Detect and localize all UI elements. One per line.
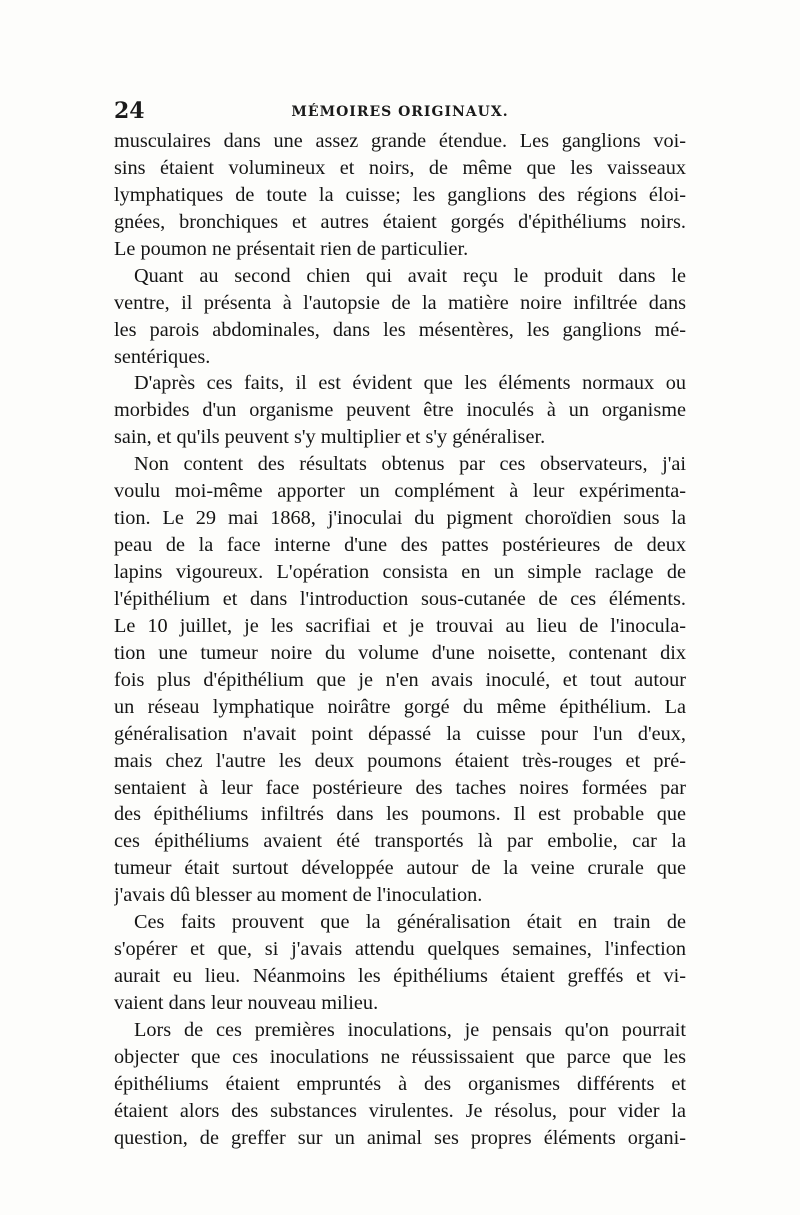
text-line: des épithéliums infiltrés dans les poumons. Il est probable que — [114, 803, 686, 826]
text-line: sins étaient volumineux et noirs, de même que les vaisseaux — [114, 156, 686, 179]
text-line: les parois abdominales, dans les mésentères, les ganglions mé- — [114, 318, 686, 341]
text-line: sain, et qu'ils peuvent s'y multiplier et s'y généraliser. — [114, 426, 546, 449]
page-header — [114, 98, 686, 128]
text-line: tumeur était surtout développée autour de la veine crurale que — [114, 857, 686, 880]
text-line: un réseau lymphatique noirâtre gorgé du même épithélium. La — [114, 695, 686, 718]
text-line: épithéliums étaient empruntés à des organismes différents et — [114, 1072, 686, 1095]
text-line: Le poumon ne présentait rien de particulier. — [114, 237, 469, 260]
page-number: 24 — [114, 98, 145, 124]
text-line: tion. Le 29 mai 1868, j'inoculai du pigment choroïdien sous la — [114, 507, 686, 530]
text-line: Ces faits prouvent que la généralisation était en train de — [134, 911, 686, 934]
text-line: sentériques. — [114, 345, 211, 368]
text-line: aurait eu lieu. Néanmoins les épithéliums étaient greffés et vi- — [114, 965, 686, 988]
text-line: morbides d'un organisme peuvent être inoculés à un organisme — [114, 399, 686, 422]
text-line: ventre, il présenta à l'autopsie de la matière noire infiltrée dans — [114, 291, 686, 314]
text-line: question, de greffer sur un animal ses propres éléments organi- — [114, 1126, 686, 1149]
text-line: vaient dans leur nouveau milieu. — [114, 992, 379, 1014]
text-line: lymphatiques de toute la cuisse; les ganglions des régions éloi- — [114, 183, 686, 206]
text-line: j'avais dû blesser au moment de l'inoculation. — [114, 884, 483, 907]
text-line: étaient alors des substances virulentes. Je résolus, pour vider la — [114, 1099, 686, 1122]
body-text — [114, 128, 686, 1152]
text-line: l'épithélium et dans l'introduction sous-cutanée de ces éléments. — [114, 587, 686, 610]
text-line: objecter que ces inoculations ne réussissaient que parce que les — [114, 1045, 686, 1068]
text-line: généralisation n'avait point dépassé la cuisse pour l'un d'eux, — [114, 722, 686, 745]
text-line: sentaient à leur face postérieure des taches noires formées par — [114, 776, 686, 799]
text-line: lapins vigoureux. L'opération consista en un simple raclage de — [114, 561, 686, 583]
text-line: Quant au second chien qui avait reçu le produit dans le — [134, 264, 686, 287]
text-line: s'opérer et que, si j'avais attendu quelques semaines, l'infection — [114, 938, 686, 961]
text-line: D'après ces faits, il est évident que les éléments normaux ou — [134, 372, 686, 395]
text-line: ces épithéliums avaient été transportés là par embolie, car la — [114, 830, 686, 853]
text-line: Non content des résultats obtenus par ces observateurs, j'ai — [134, 453, 686, 476]
text-line: gnées, bronchiques et autres étaient gorgés d'épithéliums noirs. — [114, 210, 686, 233]
text-line: tion une tumeur noire du volume d'une noisette, contenant dix — [114, 641, 686, 664]
running-head: MÉMOIRES ORIGINAUX. — [291, 104, 509, 120]
text-line: fois plus d'épithélium que je n'en avais inoculé, et tout autour — [114, 668, 686, 691]
text-line: peau de la face interne d'une des pattes postérieures de deux — [114, 534, 686, 557]
text-line: musculaires dans une assez grande étendue. Les ganglions voi- — [114, 130, 686, 152]
text-line: voulu moi-même apporter un complément à leur expérimenta- — [114, 480, 686, 503]
text-line: Le 10 juillet, je les sacrifiai et je trouvai au lieu de l'inocula- — [114, 614, 686, 637]
text-line: Lors de ces premières inoculations, je pensais qu'on pourrait — [134, 1018, 686, 1041]
text-line: mais chez l'autre les deux poumons étaient très-rouges et pré- — [114, 749, 686, 772]
